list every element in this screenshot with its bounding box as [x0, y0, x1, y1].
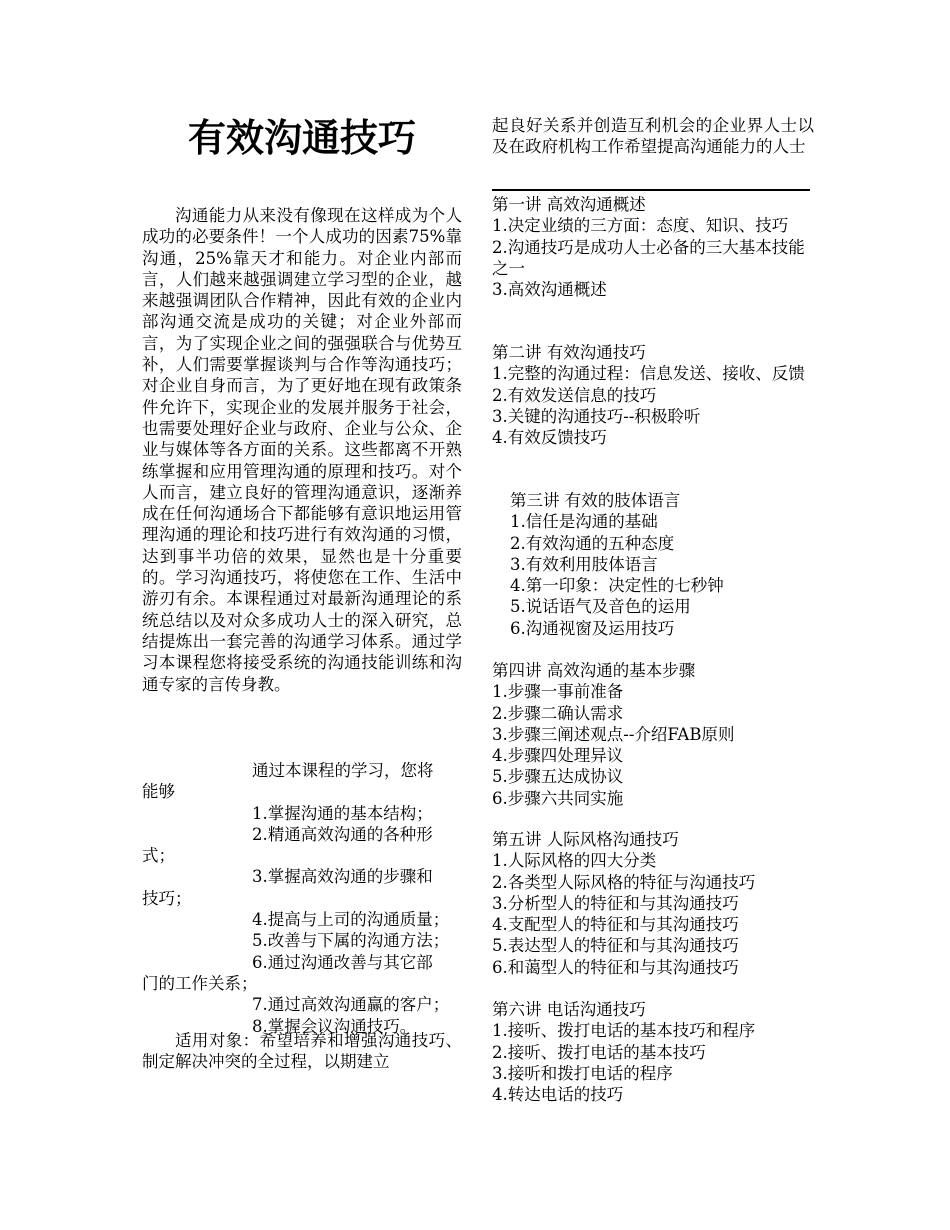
lecture-item: 2.步骤二确认需求: [492, 703, 624, 723]
lecture-heading: 第五讲 人际风格沟通技巧: [492, 830, 679, 849]
lecture-item: 1.接听、拨打电话的基本技巧和程序: [492, 1021, 756, 1041]
target-audience-continued: [492, 115, 814, 158]
lecture-section: [510, 490, 832, 639]
intro-text: 沟通能力从来没有像现在这样成为个人成功的必要条件！一个人成功的因素75%靠沟通，25%靠天才和能力。对企业内部而言，人们越来越强调建立学习型的企业，越来越强调团队合作精神，因此有效的企业内部沟通交流是成功的关键；对企业外部而言，为了实现企业之间的强强联合与优势互补，人们需要掌握谈判与合作等沟通技巧；对企业自身而言，为了更好地在现有政策条件允许下，实现企业的发展并服务于社会，也需要处理好企业与政府、企业与公众、企业与媒体等各方面的关系。这些都离不开熟练掌握和应用管理沟通的原理和技巧。对个人而言，建立良好的管理沟通意识，逐渐养成在任何沟通场合下都能够有意识地运用管理沟通的理论和技巧进行有效沟通的习惯，达到事半功倍的效果，显然也是十分重要的。学习沟通技巧，将使您在工作、生活中游刃有余。本课程通过对最新沟通理论的系统总结以及对众多成功人士的深入研究，总结提炼出一套完善的沟通学习体系。通过学习本课程您将接受系统的沟通技能训练和沟通专家的言传身教。: [142, 206, 462, 694]
goal-item: 4.提高与上司的沟通质量；: [252, 910, 450, 930]
goal-item: 8.掌握会议沟通技巧。: [252, 1016, 417, 1036]
target-text: 适用对象：希望培养和增强沟通技巧、制定解决冲突的全过程，以期建立: [142, 1031, 462, 1072]
lecture-section: [492, 194, 814, 300]
goal-item: 7.通过高效沟通赢的客户；: [252, 995, 450, 1015]
lecture-item: 2.有效沟通的五种态度: [510, 533, 675, 553]
goals-lead: 通过本课程的学习，您将: [252, 761, 434, 780]
goal-item: 3.掌握高效沟通的步骤和: [252, 867, 433, 887]
goal-item: 5.改善与下属的沟通方法；: [252, 931, 450, 951]
lecture-item: 2.接听、拨打电话的基本技巧: [492, 1042, 706, 1062]
lecture-section: [492, 829, 814, 978]
lecture-item: 4.转达电话的技巧: [492, 1085, 624, 1105]
lecture-item: 3.有效利用肢体语言: [510, 554, 658, 574]
lecture-heading: 第四讲 高效沟通的基本步骤: [492, 661, 696, 680]
lecture-heading: 第六讲 电话沟通技巧: [492, 1000, 646, 1019]
lecture-section: [492, 999, 814, 1105]
lecture-item: 4.支配型人的特征和与其沟通技巧: [492, 915, 739, 935]
lecture-item: 1.信任是沟通的基础: [510, 512, 658, 532]
lecture-heading: 第三讲 有效的肢体语言: [510, 491, 681, 510]
section-divider: [492, 189, 810, 191]
lecture-item: 3.步骤三阐述观点--介绍FAB原则: [492, 724, 735, 744]
goal-item: 1.掌握沟通的基本结构；: [252, 803, 433, 823]
lecture-item: 6.步骤六共同实施: [492, 788, 624, 808]
lecture-item: 3.关键的沟通技巧--积极聆听: [492, 406, 701, 426]
lecture-item: 5.说话语气及音色的运用: [510, 597, 691, 617]
lecture-item: 4.步骤四处理异议: [492, 746, 624, 766]
goals-lead-cont: 能够: [142, 782, 175, 802]
goal-item: 2.精通高效沟通的各种形: [252, 824, 433, 844]
goal-item-wrap: 门的工作关系；: [142, 973, 258, 993]
lecture-item: 6.和蔼型人的特征和与其沟通技巧: [492, 957, 739, 977]
lecture-item: 1.决定业绩的三方面：态度、知识、技巧: [492, 216, 789, 236]
lecture-item: 2.各类型人际风格的特征与沟通技巧: [492, 872, 756, 892]
lecture-item: 1.人际风格的四大分类: [492, 851, 657, 871]
lecture-item: 3.接听和拨打电话的程序: [492, 1063, 673, 1083]
lecture-item: 5.步骤五达成协议: [492, 767, 624, 787]
goal-item-wrap: 式；: [142, 846, 175, 866]
document-title: 有效沟通技巧: [187, 115, 416, 160]
lecture-heading: 第一讲 高效沟通概述: [492, 195, 646, 214]
lecture-item: 4.第一印象：决定性的七秒钟: [510, 576, 724, 596]
course-goals: [142, 760, 462, 1037]
lecture-item: 3.高效沟通概述: [492, 280, 607, 300]
lecture-item: 6.沟通视窗及运用技巧: [510, 618, 675, 638]
lecture-item: 4.有效反馈技巧: [492, 428, 607, 448]
lecture-item: 1.步骤一事前准备: [492, 682, 624, 702]
goals-list: [142, 803, 462, 1037]
goal-item-wrap: 技巧；: [142, 888, 192, 908]
lecture-section: [492, 342, 814, 448]
lecture-item: 3.分析型人的特征和与其沟通技巧: [492, 893, 739, 913]
lecture-item: 2.有效发送信息的技巧: [492, 385, 657, 405]
target-cont-text: 起良好关系并创造互利机会的企业界人士以及在政府机构工作希望提高沟通能力的人士: [492, 116, 814, 157]
lecture-item: 1.完整的沟通过程：信息发送、接收、反馈: [492, 364, 805, 384]
intro-paragraph: [142, 205, 462, 695]
goal-item: 6.通过沟通改善与其它部: [252, 952, 433, 972]
lecture-item: 2.沟通技巧是成功人士必备的三大基本技能之一: [492, 237, 805, 278]
lecture-heading: 第二讲 有效沟通技巧: [492, 343, 646, 362]
lecture-item: 5.表达型人的特征和与其沟通技巧: [492, 936, 739, 956]
target-audience: [142, 1030, 462, 1073]
lecture-section: [492, 660, 814, 809]
